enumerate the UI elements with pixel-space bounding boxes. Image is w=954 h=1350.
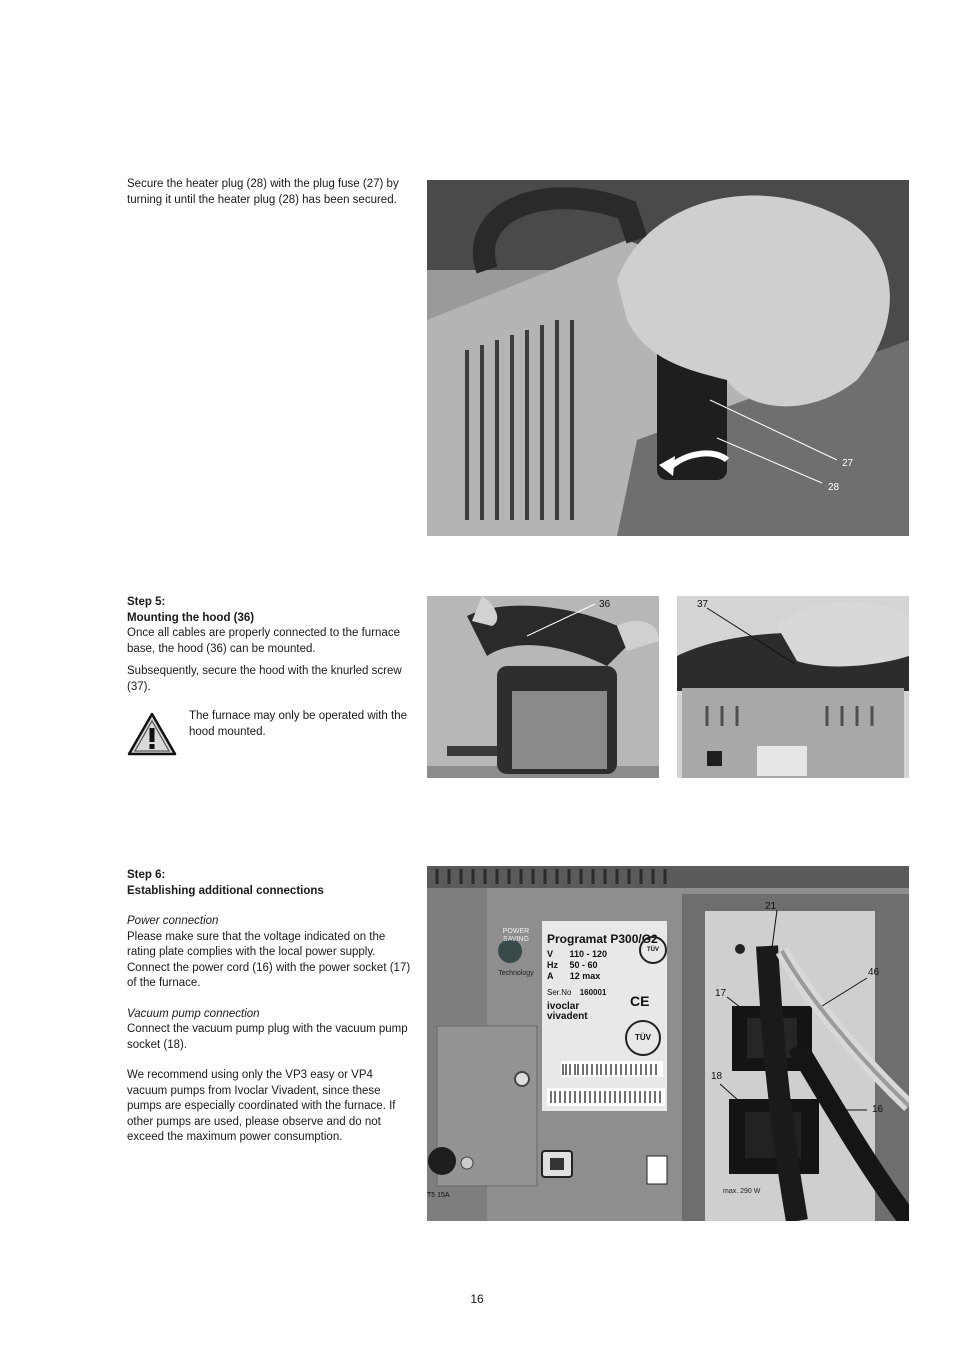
fuse-label: T5 15A — [427, 1192, 450, 1199]
photo-knurled-screw — [677, 596, 909, 778]
photo-heater-plug — [427, 180, 909, 536]
section-step5 — [127, 595, 412, 695]
photo-hood-mounting-illustration — [427, 596, 659, 778]
rating-plate-voltage: V 110 - 120 — [547, 949, 608, 959]
vacuum-connection-text: Connect the vacuum pump plug with the vacuum pump socket (18). — [127, 1023, 408, 1051]
page-number: 16 — [470, 1292, 484, 1306]
power-rating-note: max. 290 W — [723, 1188, 761, 1195]
rating-plate-serial: Ser.No 160001 — [547, 988, 607, 997]
ivoclar-vivadent-logo: ivoclar vivadent — [547, 1001, 588, 1022]
vacuum-connection-title: Vacuum pump connection — [127, 1007, 260, 1020]
step6-heading: Step 6: — [127, 869, 166, 881]
plug-fuse-text: Secure the heater plug (28) with the plug fuse (27) by turning it until the heater plug (28) has been secured. — [127, 178, 399, 206]
callout-36: 36 — [599, 599, 611, 610]
power-saving-line1: POWER — [502, 928, 530, 935]
tuv-seal-top: TÜV — [639, 936, 667, 964]
callout-27: 27 — [842, 458, 854, 469]
rating-plate-frequency: Hz 50 - 60 — [547, 960, 598, 970]
power-saving-line2: SAVING — [503, 936, 529, 943]
callout-37: 37 — [697, 599, 709, 610]
warning-icon — [127, 712, 177, 762]
step5-para1: Once all cables are properly connected to the furnace base, the hood (36) can be mounted. — [127, 627, 400, 655]
step5-title: Mounting the hood (36) — [127, 611, 255, 624]
callout-16: 16 — [872, 1104, 884, 1115]
rating-plate-model: Programat P300/G2 — [547, 932, 658, 946]
ce-mark: CE — [630, 993, 650, 1009]
step6-title: Establishing additional connections — [127, 884, 324, 897]
section-step6 — [127, 868, 412, 1146]
photo-knurled-screw-illustration — [677, 596, 909, 778]
photo-hood-mounting — [427, 596, 659, 778]
power-saving-logo — [495, 928, 537, 978]
callout-21: 21 — [765, 901, 777, 912]
power-connection-text: Please make sure that the voltage indicated on the rating plate complies with the local power supply. Connect the power cord (16) with the power socket (17) of the furnace. — [127, 930, 411, 989]
power-saving-line3: Technology — [498, 970, 534, 977]
section-plug-fuse — [127, 177, 412, 208]
warning-text: The furnace may only be operated with the hood mounted. — [189, 710, 407, 738]
photo-rear-connections — [427, 866, 909, 1221]
photo-rear-connections-illustration — [427, 866, 909, 1221]
step5-heading: Step 5: — [127, 596, 166, 608]
callout-46: 46 — [868, 967, 880, 978]
step5-para2: Subsequently, secure the hood with the knurled screw (37). — [127, 665, 402, 693]
vacuum-pump-recommendation: We recommend using only the VP3 easy or VP4 vacuum pumps from Ivoclar Vivadent, since these pumps are especially coordinated with the furnace. If other pumps are used, please observe and do not exceed the maximum power consumption. — [127, 1069, 396, 1143]
callout-18: 18 — [711, 1071, 723, 1082]
rating-plate-current: A 12 max — [547, 971, 601, 981]
callout-17: 17 — [715, 988, 727, 999]
tuv-seal: TÜV — [625, 1020, 661, 1056]
power-connection-title: Power connection — [127, 915, 219, 927]
callout-28: 28 — [828, 482, 840, 493]
